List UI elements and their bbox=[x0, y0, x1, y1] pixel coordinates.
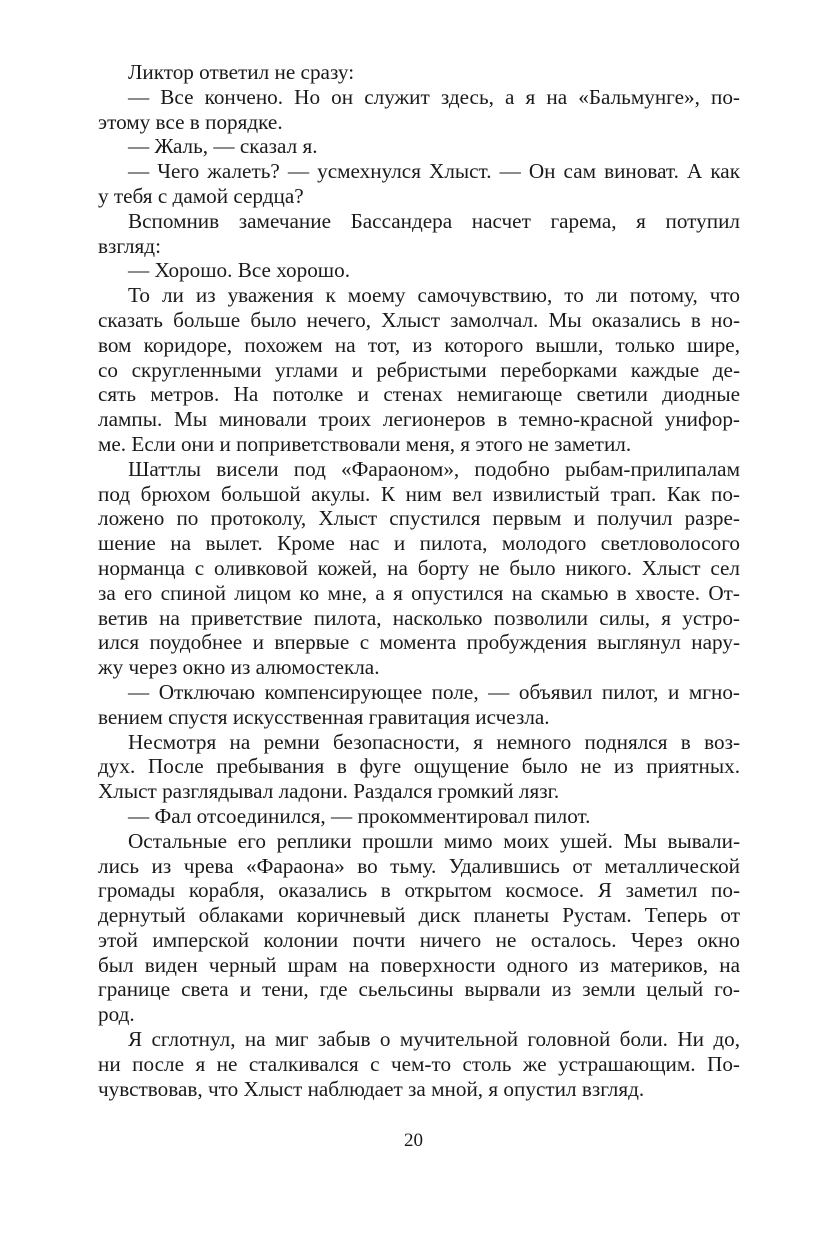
paragraph bbox=[98, 457, 740, 680]
text-line: под брюхом большой акулы. К ним вел извилистый трап. Как по- bbox=[98, 481, 740, 506]
paragraph bbox=[98, 680, 740, 730]
text-line: Я сглотнул, на миг забыв о мучительной головной боли. Ни до, bbox=[128, 1027, 740, 1052]
text-line: норманца с оливковой кожей, на борту не было никого. Хлыст сел bbox=[98, 555, 740, 580]
text-line: границе света и тени, где сьельсины вырвали из земли целый го- bbox=[98, 977, 740, 1002]
text-line: род. bbox=[98, 1002, 135, 1027]
paragraph bbox=[98, 804, 740, 829]
paragraph bbox=[98, 134, 740, 159]
text-line: — Отключаю компенсирующее поле, — объявил пилот, и мгно- bbox=[128, 679, 740, 704]
page-number: 20 bbox=[404, 1130, 423, 1151]
paragraph bbox=[98, 209, 740, 259]
text-line: этой имперской колонии почти ничего не осталось. Через окно bbox=[98, 927, 740, 952]
text-line: Хлыст разглядывал ладони. Раздался громкий лязг. bbox=[98, 779, 560, 804]
text-line: у тебя с дамой сердца? bbox=[98, 183, 304, 208]
text-line: ме. Если они и поприветствовали меня, я этого не заметил. bbox=[98, 431, 632, 456]
text-line: То ли из уважения к моему самочувствию, то ли потому, что bbox=[128, 283, 740, 308]
text-line: взгляд: bbox=[98, 233, 161, 258]
text-line: — Хорошо. Все хорошо. bbox=[128, 258, 351, 283]
body-text bbox=[98, 60, 740, 1101]
text-line: ложено по протоколу, Хлыст спустился первым и получил разре- bbox=[98, 506, 740, 531]
text-line: этому все в порядке. bbox=[98, 109, 283, 134]
text-line: — Все кончено. Но он служит здесь, а я на «Бальмунге», по- bbox=[128, 84, 740, 109]
text-line: — Фал отсоединился, — прокомментировал пилот. bbox=[128, 803, 591, 828]
text-line: вением спустя искусственная гравитация исчезла. bbox=[98, 704, 550, 729]
text-line: Ликтор ответил не сразу: bbox=[128, 60, 355, 84]
paragraph bbox=[98, 1027, 740, 1101]
text-line: ни после я не сталкивался с чем-то столь же устрашающим. По- bbox=[98, 1051, 740, 1076]
text-line: был виден черный шрам на поверхности одного из материков, на bbox=[98, 952, 740, 977]
text-line: сказать больше было нечего, Хлыст замолчал. Мы оказались в но- bbox=[98, 307, 740, 332]
paragraph bbox=[98, 283, 740, 457]
paragraph bbox=[98, 730, 740, 804]
text-line: ветив на приветствие пилота, насколько позволили силы, я устро- bbox=[98, 605, 740, 630]
text-line: лампы. Мы миновали троих легионеров в темно-красной унифор- bbox=[98, 407, 740, 432]
text-line: чувствовав, что Хлыст наблюдает за мной, я опустил взгляд. bbox=[98, 1076, 645, 1101]
text-line: Несмотря на ремни безопасности, я немного поднялся в воз- bbox=[128, 729, 740, 754]
text-line: дернутый облаками коричневый диск планеты Рустам. Теперь от bbox=[98, 903, 740, 928]
text-line: ился поудобнее и впервые с момента пробуждения выглянул нару- bbox=[98, 630, 740, 655]
text-line: дух. После пребывания в фуге ощущение было не из приятных. bbox=[98, 754, 740, 779]
text-line: Шаттлы висели под «Фараоном», подобно рыбам-прилипалам bbox=[128, 456, 740, 481]
paragraph bbox=[98, 258, 740, 283]
text-line: сять метров. На потолке и стенах немигающе светили диодные bbox=[98, 382, 740, 407]
paragraph bbox=[98, 159, 740, 209]
text-line: за его спиной лицом ко мне, а я опустился на скамью в хвосте. От- bbox=[98, 580, 740, 605]
text-line: Остальные его реплики прошли мимо моих ушей. Мы вывали- bbox=[128, 828, 740, 853]
paragraph bbox=[98, 60, 740, 85]
paragraph bbox=[98, 829, 740, 1027]
text-line: — Чего жалеть? — усмехнулся Хлыст. — Он сам виноват. А как bbox=[128, 159, 740, 184]
paragraph bbox=[98, 85, 740, 135]
text-line: со скругленными углами и ребристыми переборками каждые де- bbox=[98, 357, 740, 382]
text-line: громады корабля, оказались в открытом космосе. Я заметил по- bbox=[98, 878, 740, 903]
text-line: вом коридоре, похожем на тот, из которого вышли, только шире, bbox=[98, 332, 740, 357]
text-line: шение на вылет. Кроме нас и пилота, молодого светловолосого bbox=[98, 531, 740, 556]
text-line: жу через окно из алюмостекла. bbox=[98, 655, 380, 680]
text-line: лись из чрева «Фараона» во тьму. Удалившись от металлической bbox=[98, 853, 740, 878]
text-line: Вспомнив замечание Бассандера насчет гарема, я потупил bbox=[128, 208, 740, 233]
text-line: — Жаль, — сказал я. bbox=[128, 134, 318, 159]
